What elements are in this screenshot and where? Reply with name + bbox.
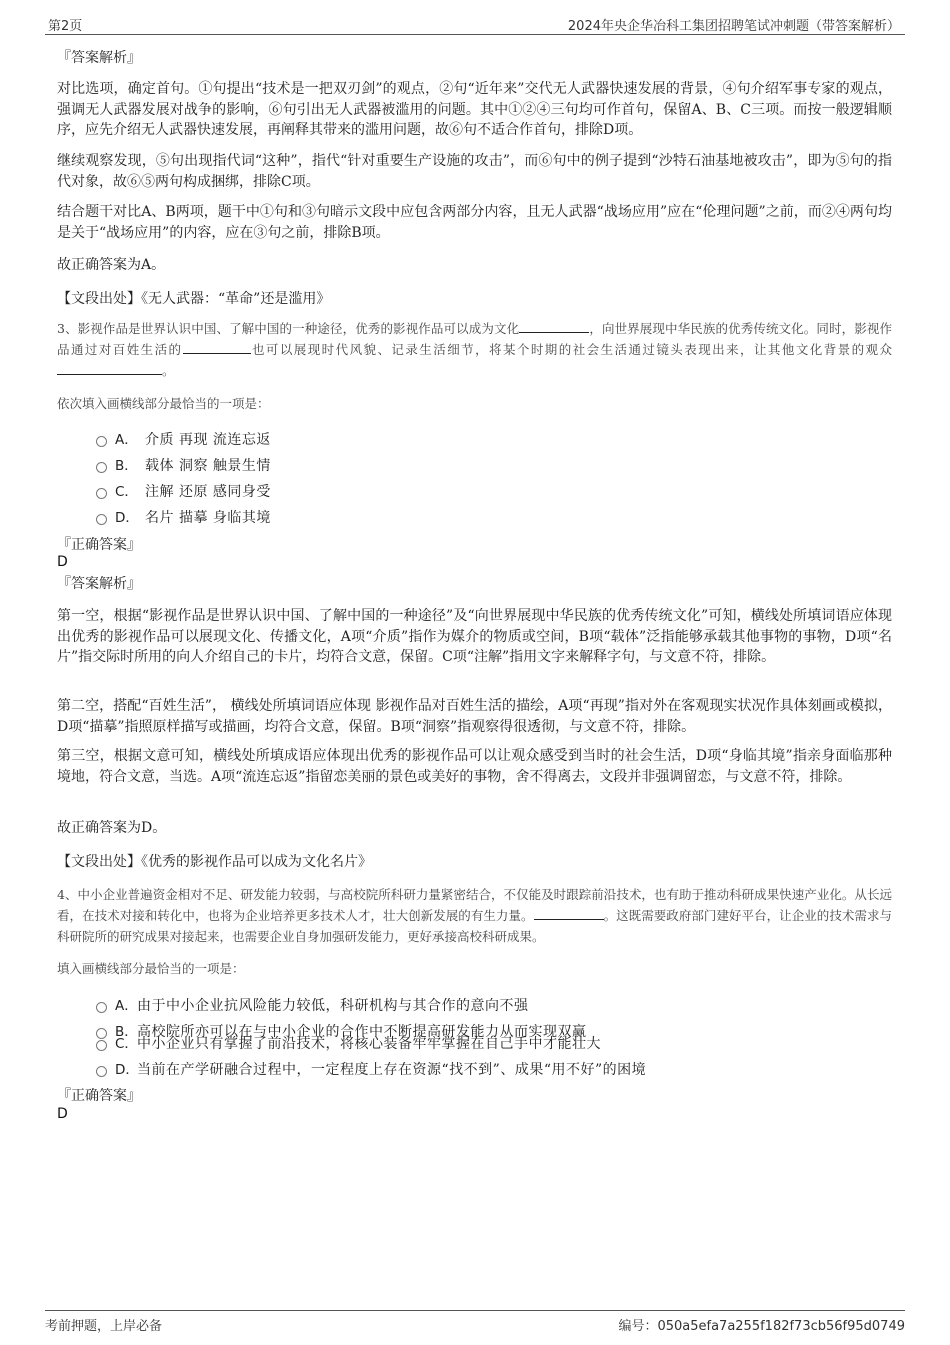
q4-option-a[interactable]: A．由于中小企业抗风险能力较低，科研机构与其合作的意向不强 xyxy=(96,994,529,1014)
radio-icon[interactable] xyxy=(96,462,107,473)
q3-analysis-para3: 第三空，根据文意可知，横线处所填成语应体现出优秀的影视作品可以让观众感受到当时的社会生活，D项“身临其境”指亲身面临那种境地，符合文意，当选。A项“流连忘返”指留恋美丽的景色或美好的事物，舍不得离去，文段并非强调留恋，与文意不符，排除。 xyxy=(57,748,892,785)
page-header xyxy=(45,14,905,35)
q3-instruction: 依次填入画横线部分最恰当的一项是： xyxy=(57,396,270,411)
q3-analysis-label: 『答案解析』 xyxy=(57,576,141,592)
blank-1 xyxy=(534,906,604,920)
radio-icon[interactable] xyxy=(96,1066,107,1077)
q4-option-d[interactable]: D．当前在产学研融合过程中，一定程度上存在资源“找不到”、成果“用不好”的困境 xyxy=(96,1058,646,1078)
q3-option-b[interactable]: B． 载体 洞察 触景生情 xyxy=(96,454,271,474)
q2-source: 【文段出处】《无人武器：“革命”还是滥用》 xyxy=(57,291,331,307)
document-code: 编号：050a5efa7a255f182f73cb56f95d0749 xyxy=(618,1319,905,1334)
q2-analysis-para3: 结合题干对比A、B两项，题干中①句和③句暗示文段中应包含两部分内容，且无人武器“战场应用”应在“伦理问题”之前，而②④两句均是关于“战场应用”的内容，应在③句之前，排除B项。 xyxy=(57,204,892,241)
q4-instruction: 填入画横线部分最恰当的一项是： xyxy=(57,961,245,976)
radio-icon[interactable] xyxy=(96,1040,107,1051)
q3-source: 【文段出处】《优秀的影视作品可以成为文化名片》 xyxy=(57,854,372,870)
q3-analysis-para1: 第一空，根据“影视作品是世界认识中国、了解中国的一种途径”及“向世界展现中华民族的优秀传统文化”可知，横线处所填词语应体现出优秀的影视作品可以展现文化、传播文化，A项“介质”指作为媒介的物质或空间，B项“载体”泛指能够承载其他事物的事物，D项“名片”指交际时所用的向人介绍自己的卡片，均符合文意，保留。C项“注解”指用文字来解释字句，与文意不符，排除。 xyxy=(57,608,892,665)
q3-stem: 3、影视作品是世界认识中国、了解中国的一种途径，优秀的影视作品可以成为文化 ，向世界展现中华民族的优秀传统文化。同时，影视作品通过对百姓生活的 也可以展现时代风貌、记录生活细节，将某个时期的社会生活通过镜头表现出来，让其他文化背景的观众。 xyxy=(57,321,892,378)
q3-option-c[interactable]: C． 注解 还原 感同身受 xyxy=(96,480,271,500)
q4-option-b[interactable]: B．高校院所亦可以在与中小企业的合作中不断提高研发能力从而实现双赢 xyxy=(96,1020,587,1040)
q2-conclusion: 故正确答案为A。 xyxy=(57,257,166,273)
q2-analysis-para2: 继续观察发现，⑤句出现指代词“这种”，指代“针对重要生产设施的攻击”，而⑥句中的例子提到“沙特石油基地被攻击”，即为⑤句的指代对象，故⑥⑤两句构成捆绑，排除C项。 xyxy=(57,153,892,190)
q3-analysis-para2: 第二空，搭配“百姓生活”， 横线处所填词语应体现 影视作品对百姓生活的描绘，A项“再现”指对外在客观现实状况作具体刻画或模拟，D项“描摹”指照原样描写或描画，均符合文意，保留。B项“洞察”指观察得很透彻，与文意不符，排除。 xyxy=(57,698,892,735)
page-footer xyxy=(45,1310,905,1341)
blank-1 xyxy=(519,319,589,333)
q3-conclusion: 故正确答案为D。 xyxy=(57,820,167,836)
radio-icon[interactable] xyxy=(96,1002,107,1013)
radio-icon[interactable] xyxy=(96,436,107,447)
page-number: 第2页 xyxy=(48,19,83,34)
q4-stem: 4、中小企业普遍资金相对不足、研发能力较弱，与高校院所科研力量紧密结合，不仅能及时跟踪前沿技术，也有助于推动科研成果快速产业化。从长远看，在技术对接和转化中，也将为企业培养更多技术人才，壮大创新发展的有生力量。 。这既需要政府部门建好平台，让企业的技术需求与科研院所的研究成果对接起来，也需要企业自身加强研发能力，更好承接高校科研成果。 xyxy=(57,887,892,944)
q2-analysis-para1: 对比选项，确定首句。①句提出“技术是一把双刃剑”的观点，②句“近年来”交代无人武器快速发展的背景，④句介绍军事专家的观点，强调无人武器发展对战争的影响，⑥句引出无人武器被滥用的问题。其中①②④三句均可作首句，保留A、B、C三项。而按一般逻辑顺序，应先介绍无人武器快速发展，再阐释其带来的滥用问题，故⑥句不适合作首句，排除D项。 xyxy=(57,81,892,138)
radio-icon[interactable] xyxy=(96,514,107,525)
blank-3 xyxy=(57,361,162,375)
q2-analysis-label: 『答案解析』 xyxy=(57,50,141,66)
radio-icon[interactable] xyxy=(96,488,107,499)
q3-option-a[interactable]: A． 介质 再现 流连忘返 xyxy=(96,428,271,448)
footer-slogan: 考前押题，上岸必备 xyxy=(45,1319,163,1334)
q4-correct-label: 『正确答案』 xyxy=(57,1088,141,1104)
q3-correct-label: 『正确答案』 xyxy=(57,537,141,553)
blank-2 xyxy=(183,340,251,354)
q3-correct-answer: D xyxy=(57,554,68,570)
q3-option-d[interactable]: D． 名片 描摹 身临其境 xyxy=(96,506,271,526)
q4-correct-answer: D xyxy=(57,1106,68,1122)
q4-option-c[interactable]: C．中小企业只有掌握了前沿技术，将核心装备牢牢掌握在自己手中才能壮大 xyxy=(96,1032,601,1052)
document-title: 2024年央企华冶科工集团招聘笔试冲刺题（带答案解析） xyxy=(567,19,900,34)
